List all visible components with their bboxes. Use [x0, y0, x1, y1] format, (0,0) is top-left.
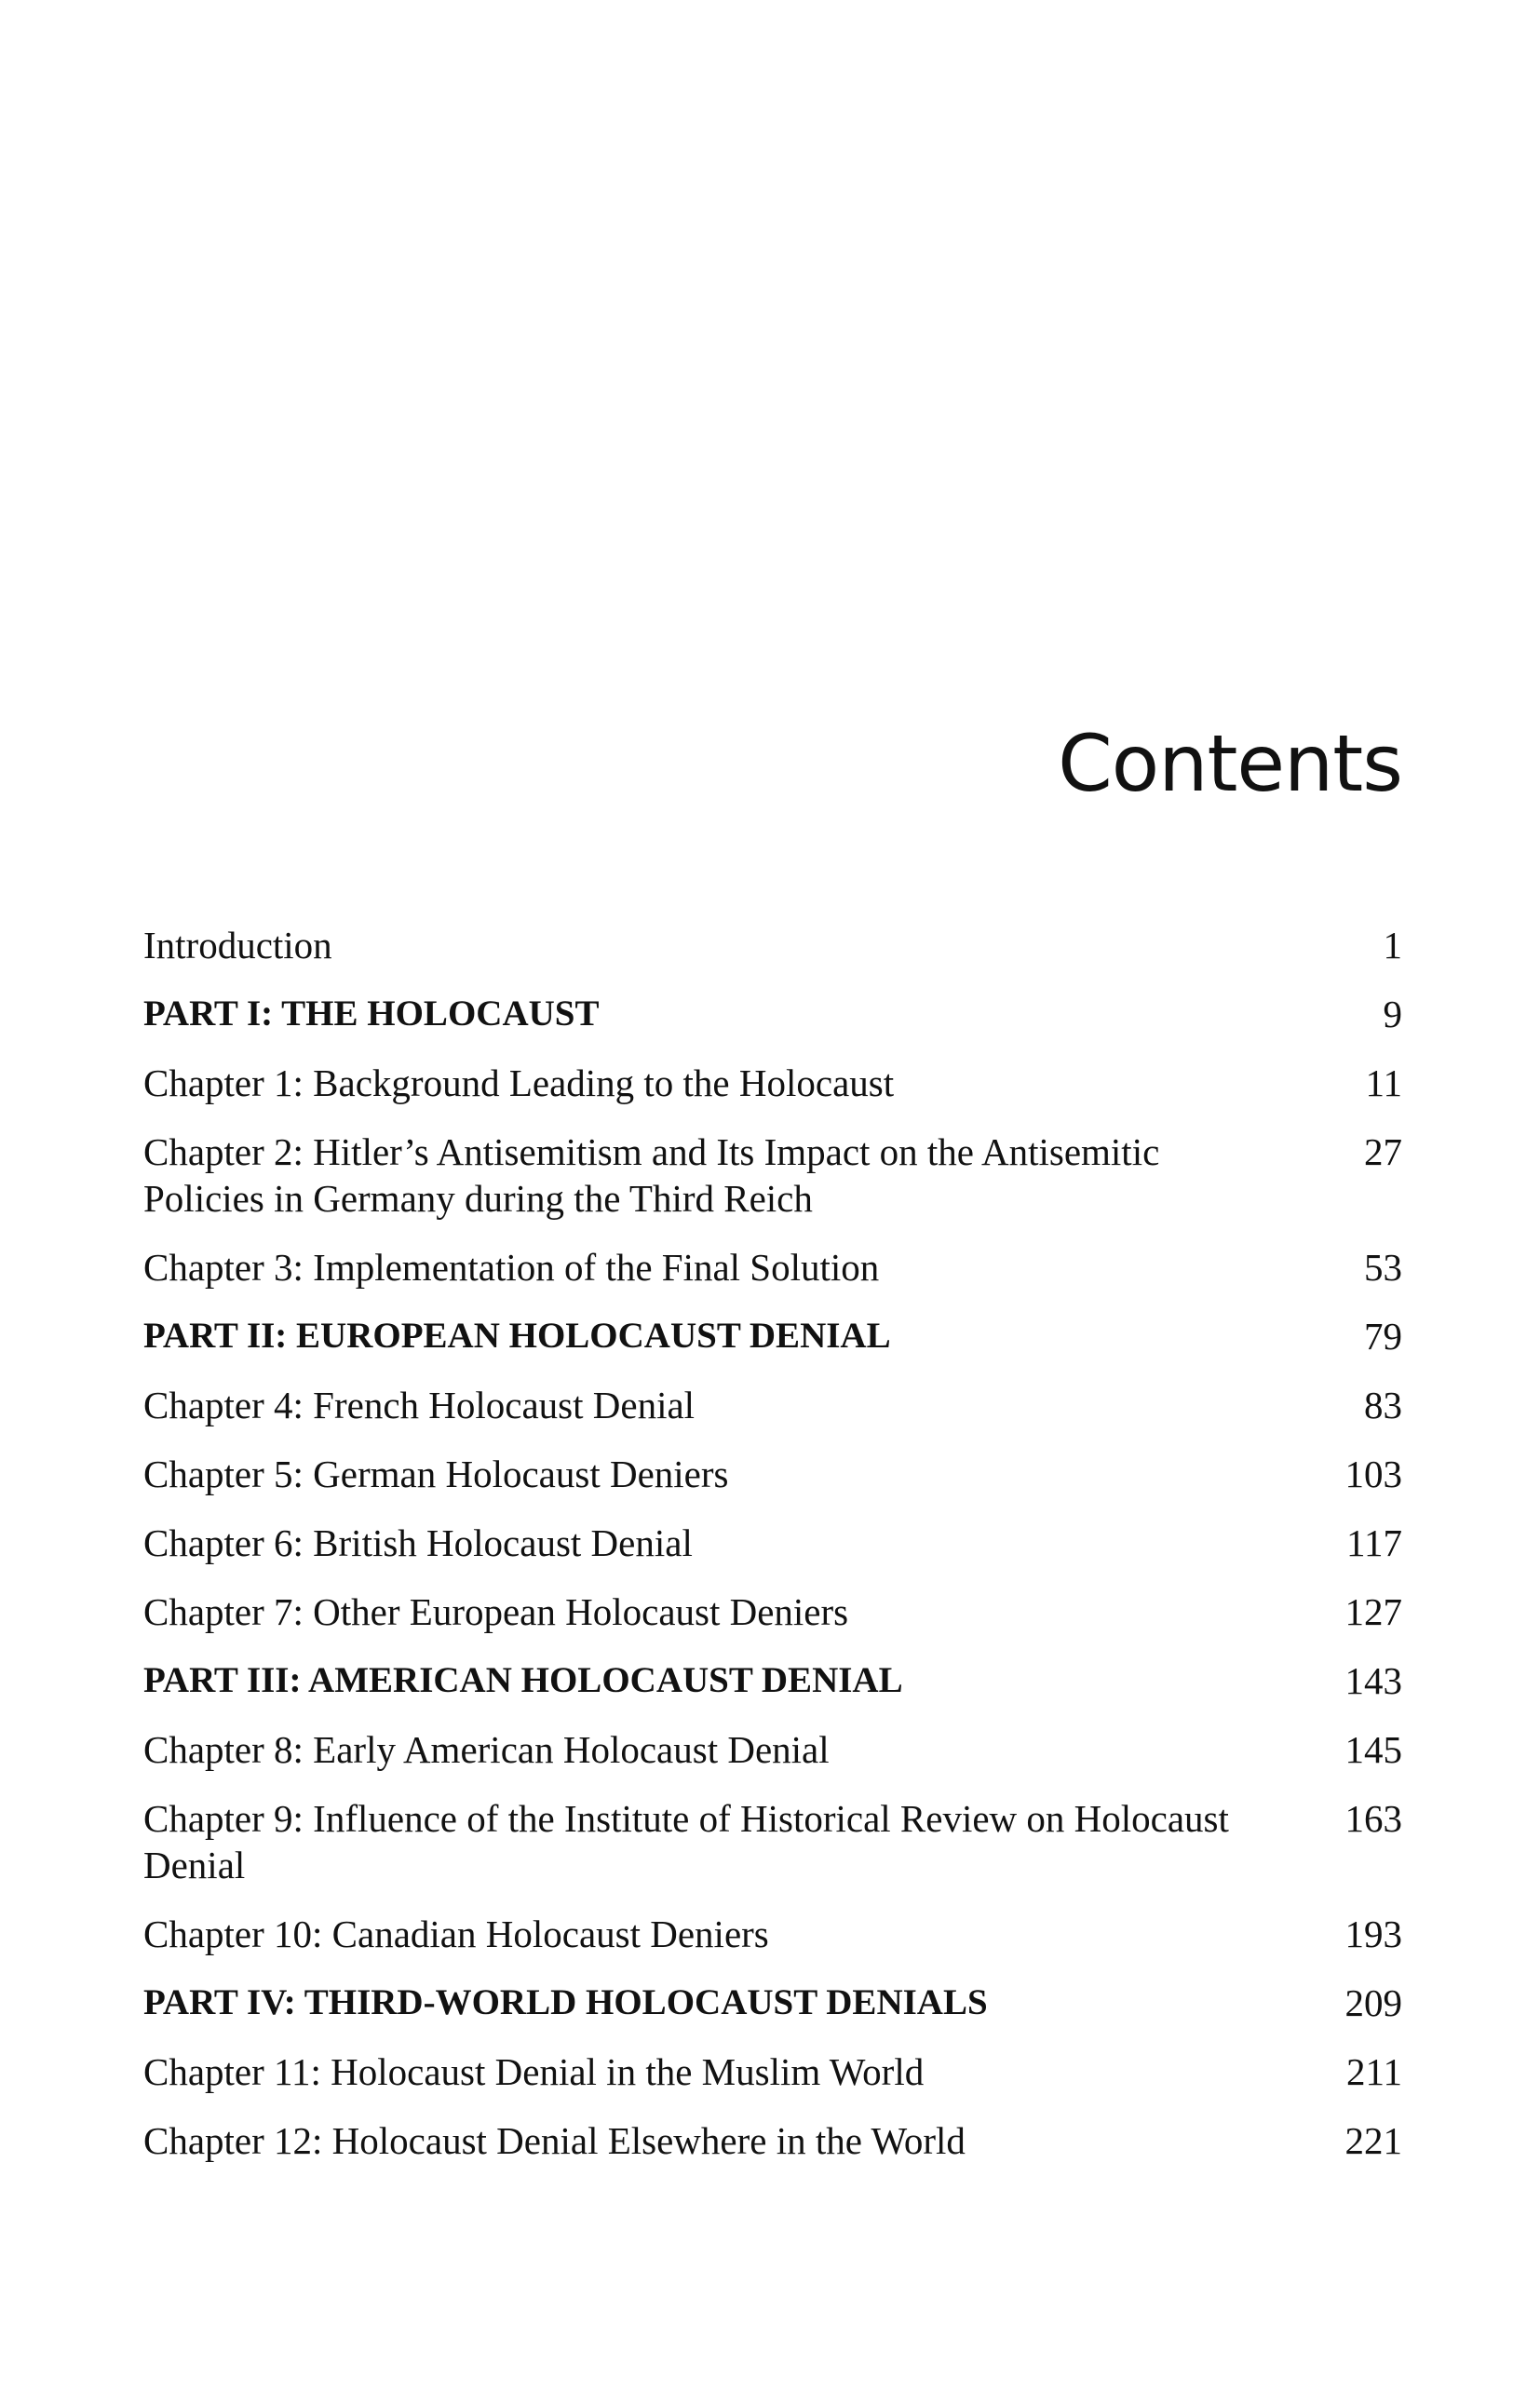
toc-entry-page: 9	[1383, 993, 1402, 1035]
toc-entry-page: 79	[1364, 1315, 1402, 1358]
toc-entry-page: 103	[1344, 1453, 1402, 1495]
toc-part-1	[143, 991, 1402, 1037]
toc-chapter-8	[143, 1726, 1402, 1773]
toc-entry-title: Chapter 9: Influence of the Institute of Historical Review on Holocaust Denial	[143, 1797, 1229, 1886]
page-title: Contents	[1058, 718, 1402, 809]
toc-entry-title: Chapter 2: Hitler’s Antisemitism and Its Impact on the Antisemitic Policies in Germany during the Third Reich	[143, 1130, 1160, 1220]
toc-entry-title: Chapter 1: Background Leading to the Holocaust	[143, 1061, 895, 1104]
toc-entry-introduction	[143, 922, 1402, 968]
toc-entry-page: 209	[1344, 1981, 1402, 2024]
toc-chapter-5	[143, 1451, 1402, 1497]
toc-part-2	[143, 1313, 1402, 1359]
toc-entry-page: 145	[1344, 1728, 1402, 1771]
toc-part-title: PART I: THE HOLOCAUST	[143, 993, 600, 1034]
toc-chapter-3	[143, 1244, 1402, 1291]
toc-entry-title: Chapter 4: French Holocaust Denial	[143, 1384, 696, 1426]
toc-entry-page: 27	[1364, 1130, 1402, 1173]
toc-part-title: PART II: EUROPEAN HOLOCAUST DENIAL	[143, 1316, 891, 1356]
toc-chapter-12	[143, 2117, 1402, 2164]
toc-entry-page: 163	[1344, 1797, 1402, 1840]
toc-part-4	[143, 1980, 1402, 2026]
toc-entry-title: Chapter 5: German Holocaust Deniers	[143, 1453, 729, 1495]
toc-chapter-4	[143, 1382, 1402, 1428]
toc-chapter-10	[143, 1911, 1402, 1957]
toc-entry-title: Introduction	[143, 924, 332, 966]
toc-entry-title: Chapter 10: Canadian Holocaust Deniers	[143, 1913, 769, 1955]
toc-entry-title: Chapter 12: Holocaust Denial Elsewhere in the World	[143, 2119, 966, 2162]
toc-chapter-11	[143, 2048, 1402, 2095]
toc-entry-page: 193	[1344, 1913, 1402, 1955]
toc-entry-page: 143	[1344, 1659, 1402, 1702]
toc-chapter-2	[143, 1129, 1402, 1222]
toc-chapter-7	[143, 1588, 1402, 1635]
toc-entry-page: 211	[1346, 2050, 1402, 2093]
toc-entry-title: Chapter 8: Early American Holocaust Denial	[143, 1728, 830, 1771]
toc-chapter-9	[143, 1795, 1402, 1888]
toc-part-title: PART III: AMERICAN HOLOCAUST DENIAL	[143, 1660, 903, 1700]
toc-entry-title: Chapter 3: Implementation of the Final Solution	[143, 1246, 880, 1289]
toc-entry-page: 83	[1364, 1384, 1402, 1426]
toc-entry-page: 1	[1383, 924, 1402, 966]
toc-chapter-6	[143, 1520, 1402, 1566]
toc-part-3	[143, 1657, 1402, 1704]
toc-entry-page: 11	[1365, 1061, 1402, 1104]
toc-entry-page: 53	[1364, 1246, 1402, 1289]
toc-entry-title: Chapter 6: British Holocaust Denial	[143, 1521, 693, 1564]
table-of-contents	[143, 922, 1402, 2186]
toc-entry-page: 117	[1346, 1521, 1402, 1564]
toc-entry-page: 127	[1344, 1590, 1402, 1633]
toc-part-title: PART IV: THIRD-WORLD HOLOCAUST DENIALS	[143, 1982, 988, 2022]
toc-entry-title: Chapter 7: Other European Holocaust Deniers	[143, 1590, 849, 1633]
toc-chapter-1	[143, 1060, 1402, 1106]
toc-entry-page: 221	[1344, 2119, 1402, 2162]
toc-entry-title: Chapter 11: Holocaust Denial in the Muslim World	[143, 2050, 925, 2093]
